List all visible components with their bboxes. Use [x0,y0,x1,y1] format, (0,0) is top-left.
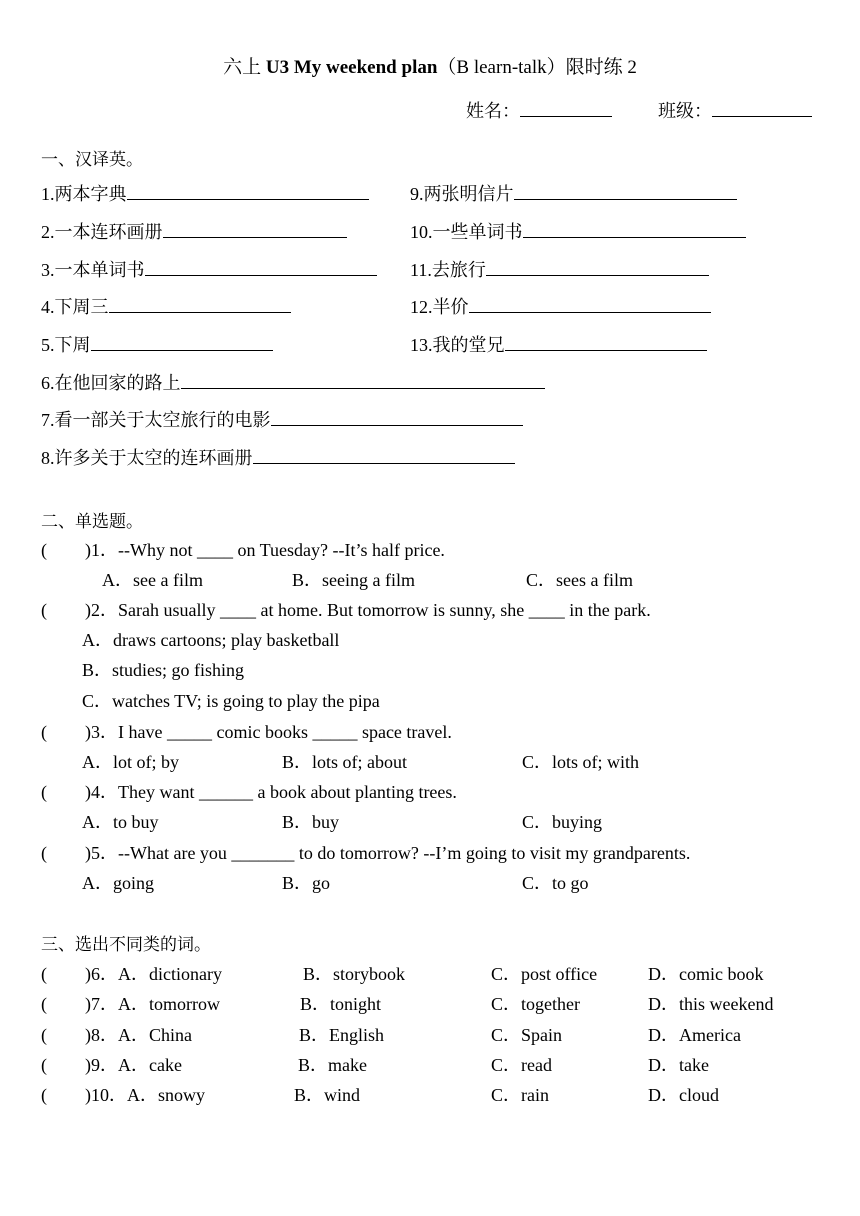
question-row: ( )4．They want ______ a book about planting trees. [41,782,457,802]
question-row: ( )1．--Why not ____ on Tuesday? --It’s half price. [41,540,445,560]
option-c[interactable]: C．rain [491,1085,549,1105]
option-b[interactable]: B．English [299,1025,385,1045]
option-d[interactable]: D．America [648,1025,741,1045]
name-label: 姓名： [466,101,520,121]
vocab-item[interactable]: 2.一本连环画册 [41,218,347,244]
vocab-item[interactable]: 11.去旅行 [410,256,709,282]
section1-heading: 一、汉译英。 [41,150,143,170]
option-c[interactable]: C．to go [522,873,589,893]
option-b[interactable]: B．storybook [303,964,406,984]
vocab-item[interactable]: 8.许多关于太空的连环画册 [41,444,515,470]
option-c[interactable]: C．watches TV; is going to play the pipa [82,691,380,711]
name-field[interactable] [466,97,612,123]
classify-row: ( )6．A．dictionary [41,964,222,984]
section3-heading: 三、选出不同类的词。 [41,935,211,955]
option-c[interactable]: C．together [491,994,580,1014]
vocab-item[interactable]: 4.下周三 [41,293,291,319]
option-c[interactable]: C．Spain [491,1025,563,1045]
option-b[interactable]: B．wind [294,1085,361,1105]
question-row: ( )5．--What are you _______ to do tomorrow? --I’m going to visit my grandparents. [41,843,691,863]
classify-row: ( )9．A．cake [41,1055,182,1075]
option-b[interactable]: B．go [282,873,331,893]
classify-row: ( )8．A．China [41,1025,192,1045]
option-c[interactable]: C．post office [491,964,598,984]
option-b[interactable]: B．lots of; about [282,752,407,772]
question-row: ( )3．I have _____ comic books _____ space travel. [41,722,452,742]
classify-row: ( )7．A．tomorrow [41,994,220,1014]
option-c[interactable]: C．read [491,1055,552,1075]
option-b[interactable]: B．seeing a film [292,570,415,590]
name-blank[interactable] [520,98,612,117]
option-a[interactable]: A．see a film [102,570,203,590]
option-d[interactable]: D．comic book [648,964,764,984]
option-b[interactable]: B．studies; go fishing [82,660,245,680]
vocab-item[interactable]: 5.下周 [41,331,273,357]
option-b[interactable]: B．make [298,1055,367,1075]
title-prefix: 六上 [223,57,266,78]
vocab-item[interactable]: 9.两张明信片 [410,180,737,206]
option-d[interactable]: D．take [648,1055,709,1075]
vocab-item[interactable]: 10.一些单词书 [410,218,746,244]
option-c[interactable]: C．sees a film [526,570,633,590]
option-a[interactable]: A．to buy [82,812,159,832]
section2-heading: 二、单选题。 [41,512,143,532]
page-title [0,52,860,79]
title-suffix: （B learn-talk）限时练 2 [437,57,637,78]
vocab-item[interactable]: 12.半价 [410,293,711,319]
class-label: 班级： [658,101,712,121]
title-unit: U3 My weekend plan [265,57,438,78]
vocab-item[interactable]: 13.我的堂兄 [410,331,707,357]
option-b[interactable]: B．tonight [300,994,382,1014]
option-d[interactable]: D．this weekend [648,994,774,1014]
option-b[interactable]: B．buy [282,812,340,832]
option-a[interactable]: A．going [82,873,154,893]
option-a[interactable]: A．draws cartoons; play basketball [82,630,340,650]
class-field[interactable] [658,97,812,123]
question-row: ( )2．Sarah usually ____ at home. But tomorrow is sunny, she ____ in the park. [41,600,651,620]
option-c[interactable]: C．lots of; with [522,752,640,772]
option-d[interactable]: D．cloud [648,1085,719,1105]
vocab-item[interactable]: 6.在他回家的路上 [41,369,545,395]
vocab-item[interactable]: 7.看一部关于太空旅行的电影 [41,406,523,432]
option-a[interactable]: A．lot of; by [82,752,179,772]
vocab-item[interactable]: 1.两本字典 [41,180,369,206]
vocab-item[interactable]: 3.一本单词书 [41,256,377,282]
classify-row: ( )10．A．snowy [41,1085,205,1105]
option-c[interactable]: C．buying [522,812,603,832]
class-blank[interactable] [712,98,812,117]
